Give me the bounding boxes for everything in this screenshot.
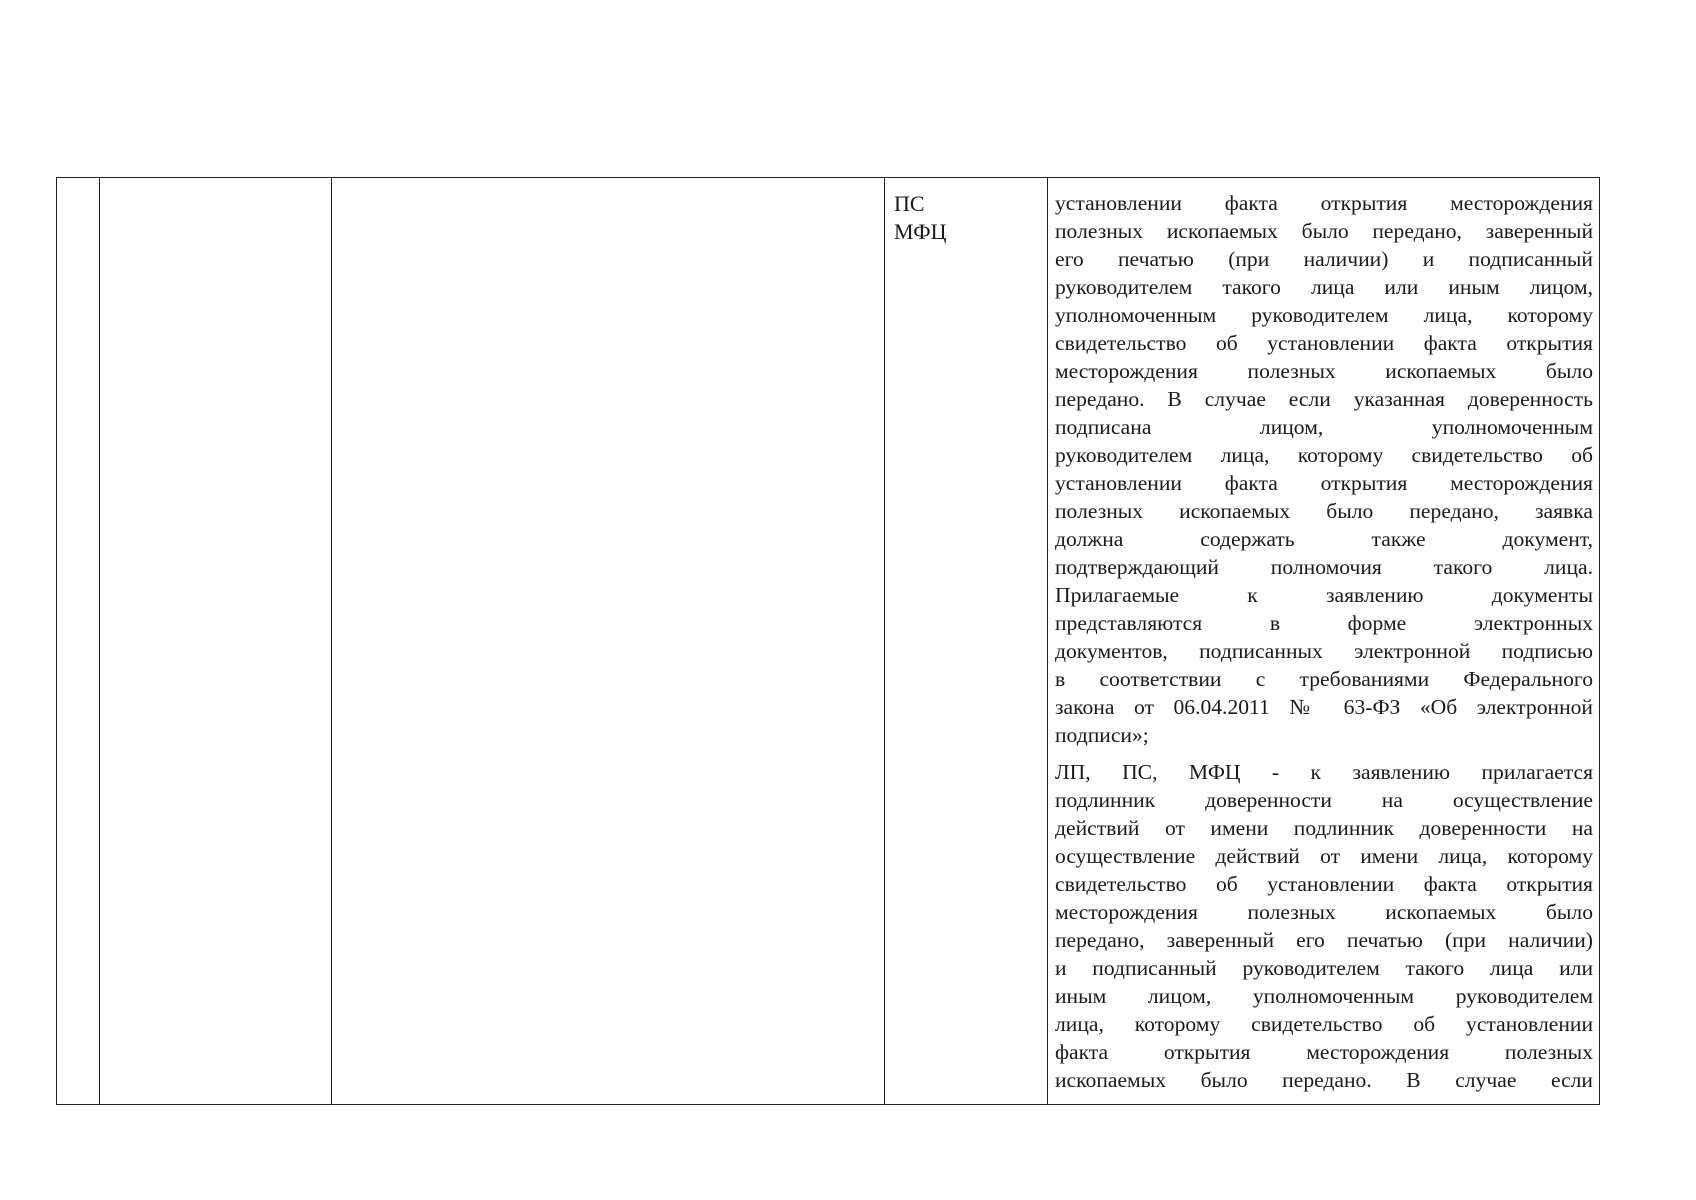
text-line: действий от имени подлинник доверенности на (1055, 816, 1593, 840)
text-line: передано, заверенный его печатью (при наличии) (1055, 928, 1593, 952)
document-table (56, 177, 1600, 1105)
text-line: руководителем лица, которому свидетельство об (1055, 443, 1593, 467)
submission-type-line: ПС (894, 191, 925, 216)
requirements-paragraph (1055, 189, 1593, 749)
text-line: подписи»; (1055, 723, 1149, 747)
text-line: должна содержать также документ, (1055, 527, 1593, 551)
table-cell-number (57, 178, 100, 1105)
text-line: уполномоченным руководителем лица, которому (1055, 303, 1593, 327)
text-line: Прилагаемые к заявлению документы (1055, 583, 1593, 607)
table-cell-description (332, 178, 885, 1105)
text-line: передано. В случае если указанная доверенность (1055, 387, 1593, 411)
text-line: в соответствии с требованиями Федерального (1055, 667, 1593, 691)
table-row (57, 178, 1600, 1105)
text-line: осуществление действий от имени лица, которому (1055, 844, 1593, 868)
text-line: полезных ископаемых было передано, заявка (1055, 499, 1593, 523)
table-cell-submission-type (885, 178, 1048, 1105)
text-line: ЛП, ПС, МФЦ - к заявлению прилагается (1055, 760, 1593, 784)
submission-type-line: МФЦ (894, 219, 947, 244)
text-line: и подписанный руководителем такого лица или (1055, 956, 1593, 980)
text-line: свидетельство об установлении факта открытия (1055, 331, 1593, 355)
requirements-text (1055, 189, 1593, 1094)
text-line: подлинник доверенности на осуществление (1055, 788, 1593, 812)
text-line: ископаемых было передано. В случае если (1055, 1068, 1593, 1092)
text-line: установлении факта открытия месторождения (1055, 191, 1593, 215)
text-line: лица, которому свидетельство об установлении (1055, 1012, 1593, 1036)
text-line: руководителем такого лица или иным лицом, (1055, 275, 1593, 299)
text-line: его печатью (при наличии) и подписанный (1055, 247, 1593, 271)
text-line: месторождения полезных ископаемых было (1055, 900, 1593, 924)
text-line: факта открытия месторождения полезных (1055, 1040, 1593, 1064)
text-line: подписана лицом, уполномоченным (1055, 415, 1593, 439)
text-line: представляются в форме электронных (1055, 611, 1593, 635)
text-line: закона от 06.04.2011 № 63-ФЗ «Об электронной (1055, 695, 1593, 719)
table-cell-requirements (1048, 178, 1600, 1105)
table-cell-name (100, 178, 332, 1105)
text-line: полезных ископаемых было передано, заверенный (1055, 219, 1593, 243)
text-line: свидетельство об установлении факта открытия (1055, 872, 1593, 896)
text-line: документов, подписанных электронной подписью (1055, 639, 1593, 663)
text-line: иным лицом, уполномоченным руководителем (1055, 984, 1593, 1008)
text-line: установлении факта открытия месторождения (1055, 471, 1593, 495)
requirements-paragraph (1055, 758, 1593, 1094)
text-line: подтверждающий полномочия такого лица. (1055, 555, 1593, 579)
text-line: месторождения полезных ископаемых было (1055, 359, 1593, 383)
